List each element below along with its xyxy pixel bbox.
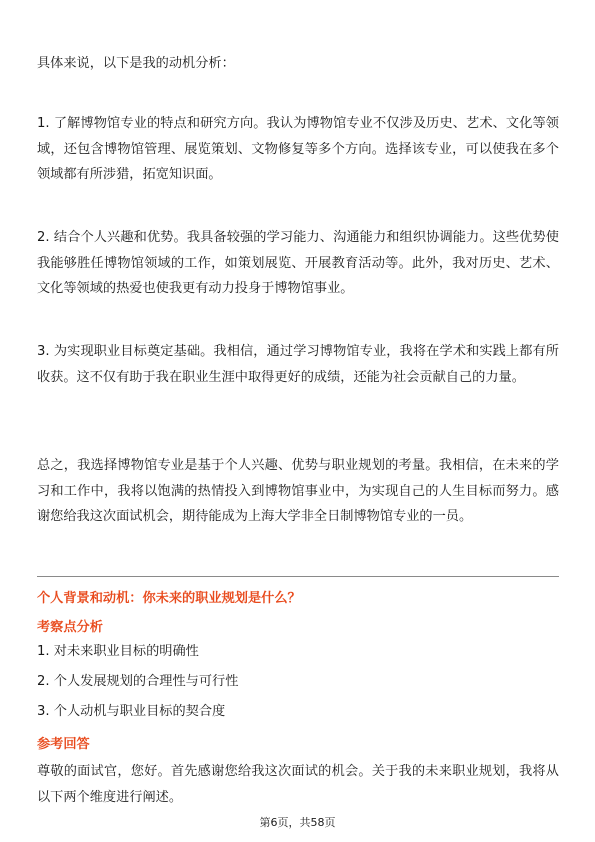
reference-answer: 尊敬的面试官，您好。首先感谢您给我这次面试的机会。关于我的未来职业规划，我将从以下两个维度进行阐述。 <box>37 764 559 805</box>
list-item: 3. 个人动机与职业目标的契合度 <box>37 704 226 719</box>
paragraph-conclusion: 总之，我选择博物馆专业是基于个人兴趣、优势与职业规划的考量。我相信，在未来的学习和工作中，我将以饱满的热情投入到博物馆事业中，为实现自己的人生目标而努力。感谢您给我这次面试机会，期待能成为上海大学非全日制博物馆专业的一员。 <box>37 458 559 524</box>
paragraph-intro: 具体来说，以下是我的动机分析： <box>37 56 235 71</box>
paragraph-point-2: 2. 结合个人兴趣和优势。我具备较强的学习能力、沟通能力和组织协调能力。这些优势使我能够胜任博物馆领域的工作，如策划展览、开展教育活动等。此外，我对历史、艺术、文化等领域的热爱也使我更有动力投身于博物馆事业。 <box>37 230 559 296</box>
list-item: 1. 对未来职业目标的明确性 <box>37 644 199 659</box>
analysis-heading: 考察点分析 <box>37 620 103 635</box>
section-divider <box>37 576 559 577</box>
analysis-list <box>37 641 559 731</box>
question-heading: 个人背景和动机：你未来的职业规划是什么？ <box>37 591 301 606</box>
paragraph-point-1: 1. 了解博物馆专业的特点和研究方向。我认为博物馆专业不仅涉及历史、艺术、文化等领域，还包含博物馆管理、展览策划、文物修复等多个方向。选择该专业，可以使我在多个领域都有所涉猎，拓宽知识面。 <box>37 116 559 182</box>
list-item: 2. 个人发展规划的合理性与可行性 <box>37 674 239 689</box>
reference-heading: 参考回答 <box>37 737 90 752</box>
page-number: 第6页，共58页 <box>259 816 336 829</box>
paragraph-point-3: 3. 为实现职业目标奠定基础。我相信，通过学习博物馆专业，我将在学术和实践上都有所收获。这不仅有助于我在职业生涯中取得更好的成绩，还能为社会贡献自己的力量。 <box>37 344 559 385</box>
